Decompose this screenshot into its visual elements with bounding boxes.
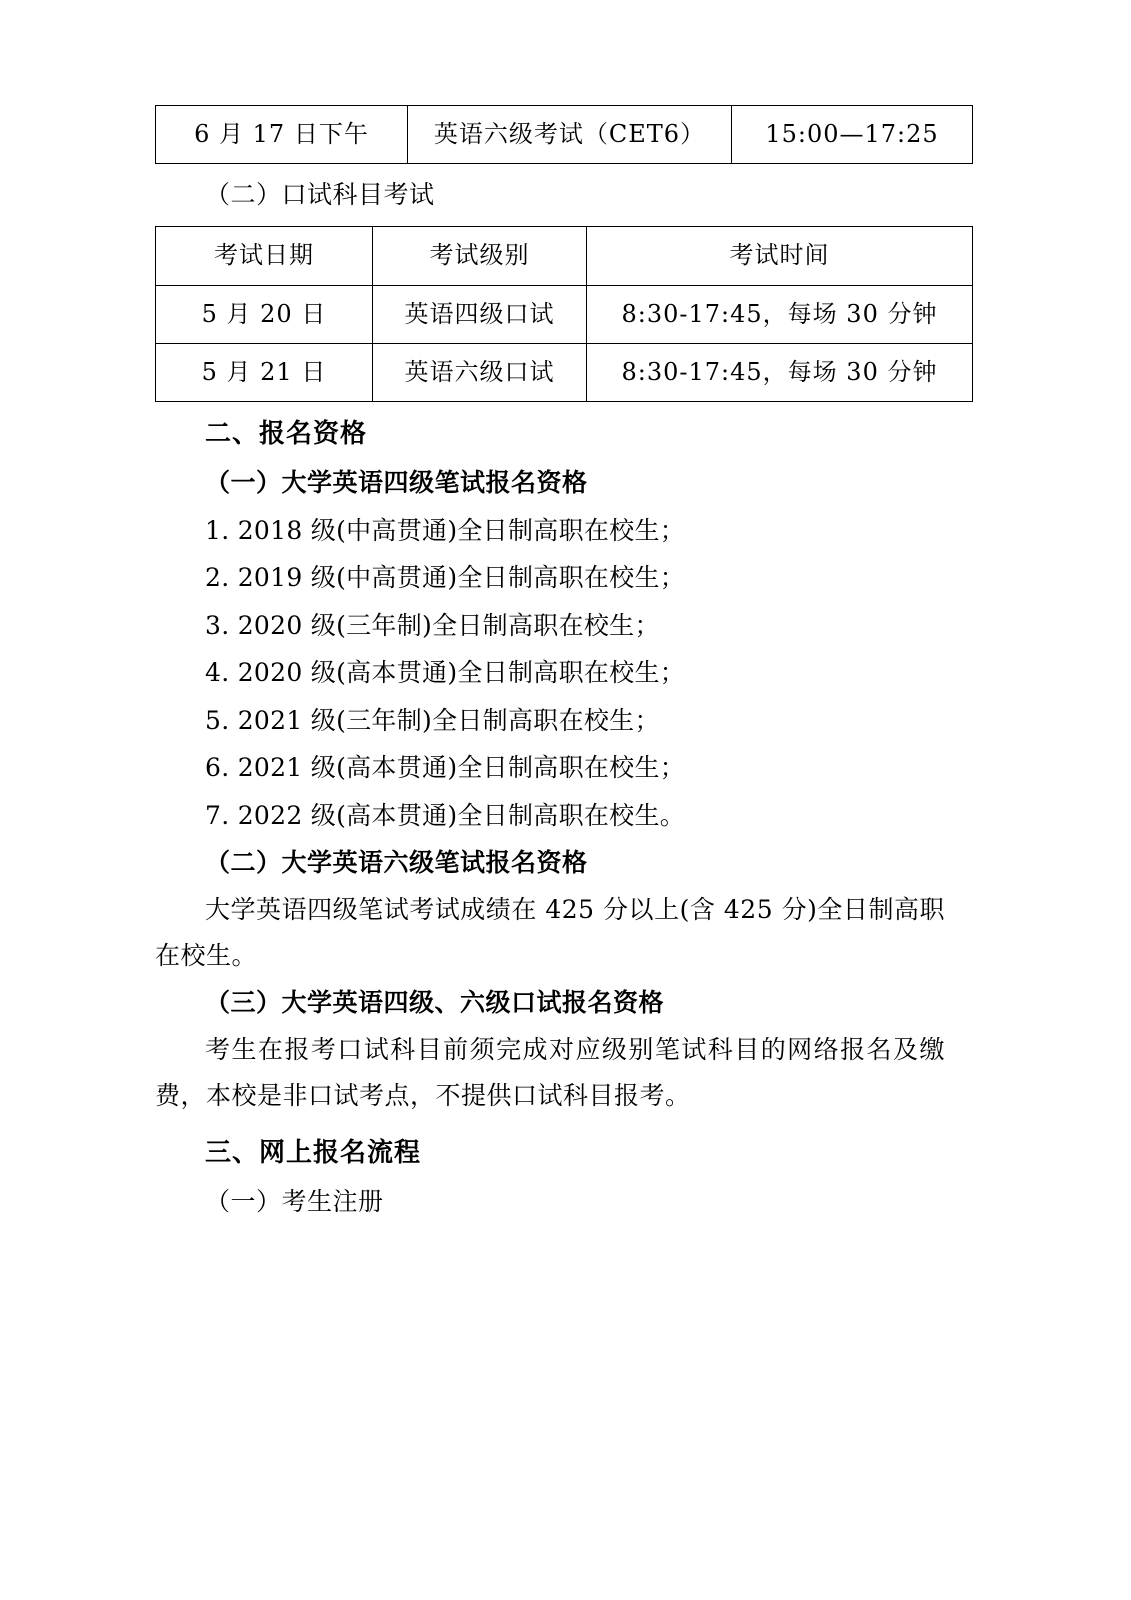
table-row <box>156 285 973 343</box>
section-two-sub-three-body: 考生在报考口试科目前须完成对应级别笔试科目的网络报名及缴费，本校是非口试考点，不提供口试科目报考。 <box>155 1034 945 1111</box>
document-content <box>155 105 945 1225</box>
column-header-level: 考试级别 <box>373 227 587 285</box>
column-header-date: 考试日期 <box>156 227 373 285</box>
oral-level-cell: 英语六级口试 <box>373 343 587 401</box>
oral-date-cell: 5 月 20 日 <box>156 285 373 343</box>
section-two-heading: 二、报名资格 <box>205 419 368 449</box>
list-item: 6. 2021 级(高本贯通)全日制高职在校生； <box>205 753 686 783</box>
section-two-sub-two-title: （二）大学英语六级笔试报名资格 <box>205 848 588 878</box>
exam-date-cell: 6 月 17 日下午 <box>156 106 408 164</box>
list-item: 3. 2020 级(三年制)全日制高职在校生； <box>205 610 660 640</box>
exam-time-cell: 15:00—17:25 <box>732 106 973 164</box>
spacer <box>155 402 945 410</box>
list-item: 2. 2019 级(中高贯通)全日制高职在校生； <box>205 563 686 593</box>
oral-date-cell: 5 月 21 日 <box>156 343 373 401</box>
spacer <box>155 218 945 226</box>
spacer <box>155 164 945 172</box>
table-row <box>156 343 973 401</box>
oral-time-cell: 8:30-17:45，每场 30 分钟 <box>587 343 973 401</box>
exam-subject-cell: 英语六级考试（CET6） <box>408 106 732 164</box>
oral-level-cell: 英语四级口试 <box>373 285 587 343</box>
table-header-row <box>156 227 973 285</box>
oral-time-cell: 8:30-17:45，每场 30 分钟 <box>587 285 973 343</box>
table-row <box>156 106 973 164</box>
list-item: 7. 2022 级(高本贯通)全日制高职在校生。 <box>205 800 686 830</box>
section-two-sub-one-title: （一）大学英语四级笔试报名资格 <box>205 468 588 498</box>
list-item: 1. 2018 级(中高贯通)全日制高职在校生； <box>205 515 686 545</box>
oral-exam-table <box>155 226 973 402</box>
oral-section-title: （二）口试科目考试 <box>205 180 435 210</box>
section-three-heading: 三、网上报名流程 <box>205 1138 422 1169</box>
section-three-sub-one-title: （一）考生注册 <box>205 1186 384 1216</box>
section-two-sub-three-title: （三）大学英语四级、六级口试报名资格 <box>205 988 665 1018</box>
list-item: 5. 2021 级(三年制)全日制高职在校生； <box>205 705 660 735</box>
column-header-time: 考试时间 <box>587 227 973 285</box>
section-two-sub-two-body: 大学英语四级笔试考试成绩在 425 分以上(含 425 分)全日制高职在校生。 <box>155 894 945 971</box>
list-item: 4. 2020 级(高本贯通)全日制高职在校生； <box>205 658 686 688</box>
spacer <box>155 1119 945 1129</box>
written-exam-table <box>155 105 973 164</box>
